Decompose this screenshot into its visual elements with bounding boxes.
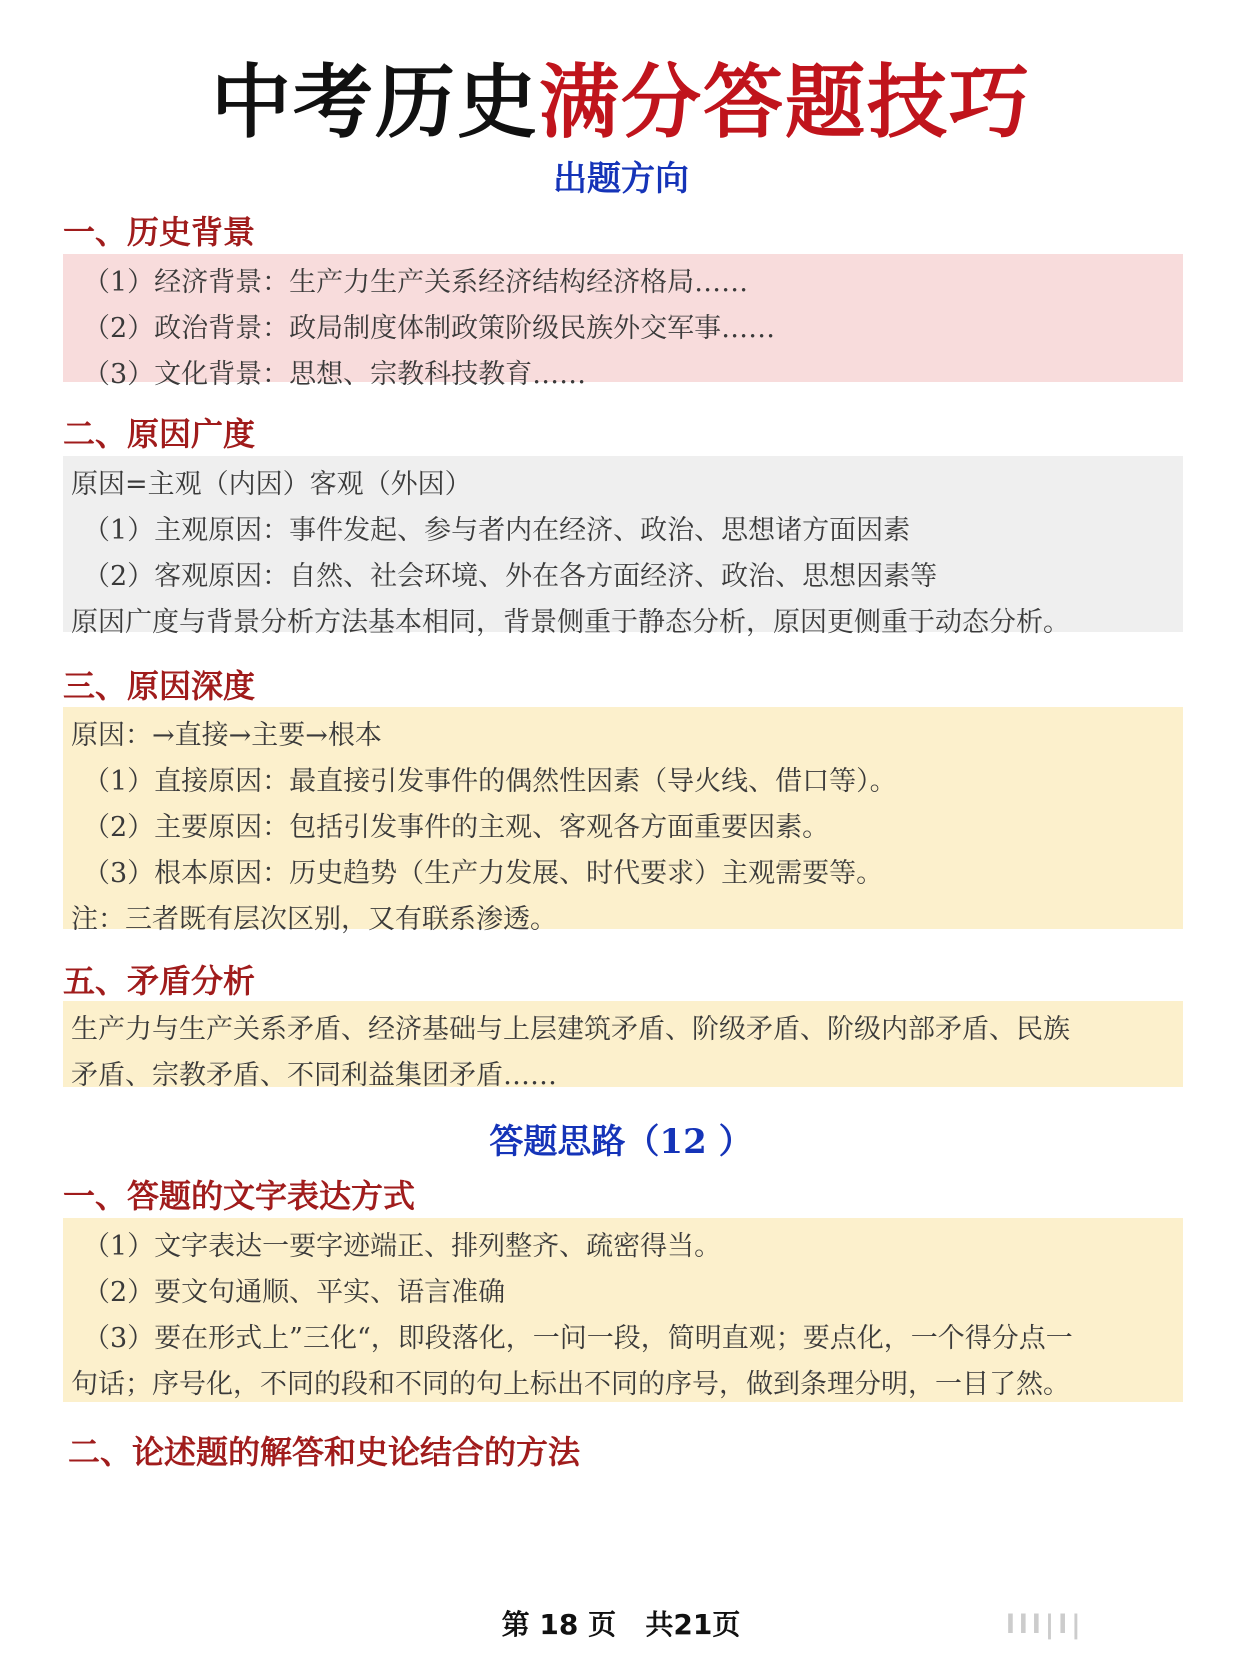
list-item: （1）主观原因：事件发起、参与者内在经济、政治、思想诸方面因素 [83, 515, 911, 546]
list-item: （2）客观原因：自然、社会环境、外在各方面经济、政治、思想因素等 [83, 561, 938, 592]
list-item: （1）直接原因：最直接引发事件的偶然性因素（导火线、借口等）。 [83, 766, 897, 797]
written-expression-box [63, 1218, 1183, 1402]
section-heading-question-directions: 出题方向 [553, 159, 689, 199]
list-item: 原因广度与背景分析方法基本相同，背景侧重于静态分析，原因更侧重于动态分析。 [71, 607, 1070, 638]
list-item: （2）要文句通顺、平实、语言准确 [83, 1277, 506, 1308]
page-total: 共21页 [645, 1608, 741, 1641]
list-item: 生产力与生产关系矛盾、经济基础与上层建筑矛盾、阶级矛盾、阶级内部矛盾、民族 [71, 1014, 1070, 1045]
group-heading-cause-depth: 三、原因深度 [63, 667, 256, 705]
list-item: （1）经济背景：生产力生产关系经济结构经济格局…… [83, 267, 749, 298]
contradiction-box [63, 1001, 1183, 1091]
cause-depth-box [63, 707, 1183, 935]
list-item: （1）文字表达一要字迹端正、排列整齐、疏密得当。 [83, 1231, 722, 1262]
cause-breadth-box [63, 456, 1183, 638]
title-part-black: 中考历史 [211, 55, 539, 149]
list-item: （2）政治背景：政局制度体制政策阶级民族外交军事…… [83, 313, 776, 344]
list-item: 原因=主观（内因）客观（外因） [71, 469, 472, 500]
list-item: 原因：→直接→主要→根本 [71, 720, 382, 751]
list-item: （2）主要原因：包括引发事件的主观、客观各方面重要因素。 [83, 812, 830, 843]
list-item: 矛盾、宗教矛盾、不同利益集团矛盾…… [71, 1060, 557, 1091]
group-heading-contradiction-analysis: 五、矛盾分析 [63, 962, 256, 1000]
section-heading-answer-approach: 答题思路（12 ） [489, 1122, 753, 1162]
page-title [0, 52, 1242, 152]
title-part-red: 满分答题技巧 [539, 55, 1031, 149]
list-item: 句话；序号化，不同的段和不同的句上标出不同的序号，做到条理分明，一目了然。 [71, 1369, 1070, 1400]
list-item: 注：三者既有层次区别，又有联系渗透。 [71, 904, 557, 935]
group-heading-written-expression: 一、答题的文字表达方式 [63, 1177, 416, 1215]
group-heading-cause-breadth: 二、原因广度 [63, 415, 256, 453]
list-item: （3）要在形式上”三化“，即段落化，一问一段，简明直观；要点化，一个得分点一 [83, 1323, 1073, 1354]
watermark-logo: lll|l| [1006, 1610, 1085, 1640]
list-item: （3）文化背景：思想、宗教科技教育…… [83, 359, 587, 390]
group-heading-background: 一、历史背景 [63, 213, 256, 251]
background-box [63, 254, 1183, 390]
page-number: 第 18 页 [501, 1608, 617, 1641]
list-item: （3）根本原因：历史趋势（生产力发展、时代要求）主观需要等。 [83, 858, 884, 889]
group-heading-essay-method: 二、论述题的解答和史论结合的方法 [68, 1433, 581, 1471]
